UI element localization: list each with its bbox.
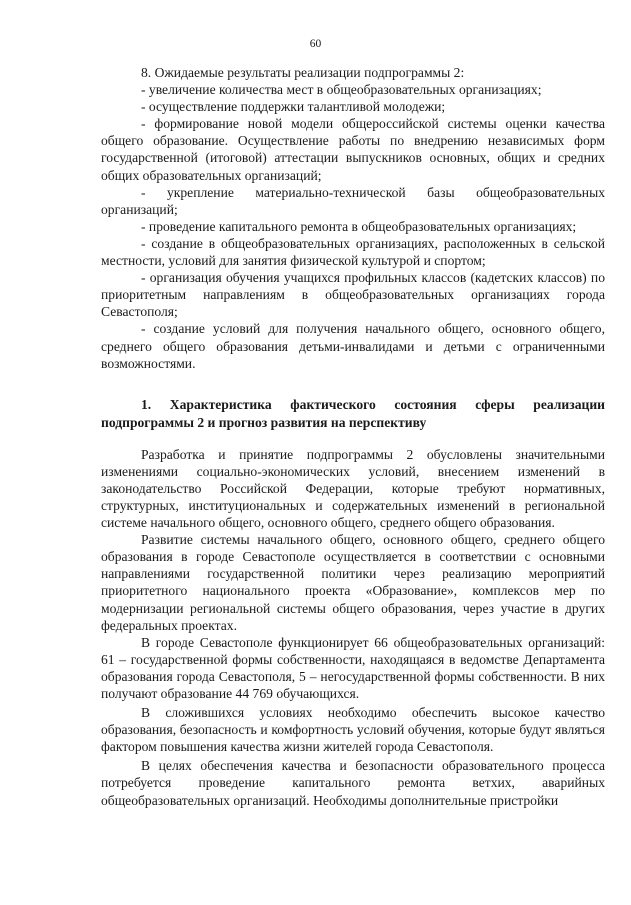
list-item: - создание в общеобразовательных организациях, расположенных в сельской местности, условий для занятия физической культурой и спортом; [101, 235, 605, 269]
list-item: - осуществление поддержки талантливой молодежи; [141, 99, 446, 115]
paragraph: В городе Севастополе функционирует 66 общеобразовательных организаций: 61 – государственной формы собственности, находящаяся в ведомстве Департамента образования города Севастополя, 5 – негосударственной формы собственности. В них получают образование 44 769 обучающихся. [101, 634, 605, 701]
paragraph: Развитие системы начального общего, основного общего, среднего общего образования в городе Севастополе осуществляется в соответствии с основными направлениями государственной политики через реализацию мероприятий приоритетного национального проекта «Образование», комплексов мер по модернизации региональной системы общего образования, через участие в других федеральных проектах. [101, 532, 605, 633]
list-item: - проведение капитального ремонта в общеобразовательных организациях; [141, 218, 577, 234]
list-item: - формирование новой модели общероссийской системы оценки качества общего образование. Осуществление работы по внедрению независимых форм государственной (итоговой) аттестации выпускников основных, общих и средних общих образовательных организаций; [101, 116, 605, 183]
section-1-heading: 1. Характеристика фактического состояния сферы реализации подпрограммы 2 и прогноз развития на перспективу [101, 396, 605, 430]
page-number: 60 [309, 38, 322, 50]
paragraph: В сложившихся условиях необходимо обеспечить высокое качество образования, безопасность и комфортность условий обучения, которые будут являться фактором повышения качества жизни жителей города Севастополя. [101, 705, 605, 755]
paragraph: Разработка и принятие подпрограммы 2 обусловлены значительными изменениями социально-экономических условий, внесением изменений в законодательство Российской Федерации, которые требуют нормативных, структурных, институциональных и содержательных изменений в региональной системе начального общего, основного общего, среднего общего образования. [101, 446, 605, 531]
document-body [101, 64, 605, 809]
list-item: - увеличение количества мест в общеобразовательных организациях; [141, 82, 542, 98]
list-item: - укрепление материально-технической базы общеобразовательных организаций; [101, 184, 605, 217]
paragraph: В целях обеспечения качества и безопасности образовательного процесса потребуется проведение капитального ремонта ветхих, аварийных общеобразовательных организаций. Необходимы дополнительные пристройки [101, 758, 605, 808]
list-item: - организация обучения учащихся профильных классов (кадетских классов) по приоритетным направлениям в общеобразовательных организациях города Севастополя; [101, 270, 605, 320]
list-item: - создание условий для получения начального общего, основного общего, среднего общего образования детьми-инвалидами и детьми с ограниченными возможностями. [101, 321, 605, 371]
section-8-title: 8. Ожидаемые результаты реализации подпрограммы 2: [141, 65, 465, 80]
